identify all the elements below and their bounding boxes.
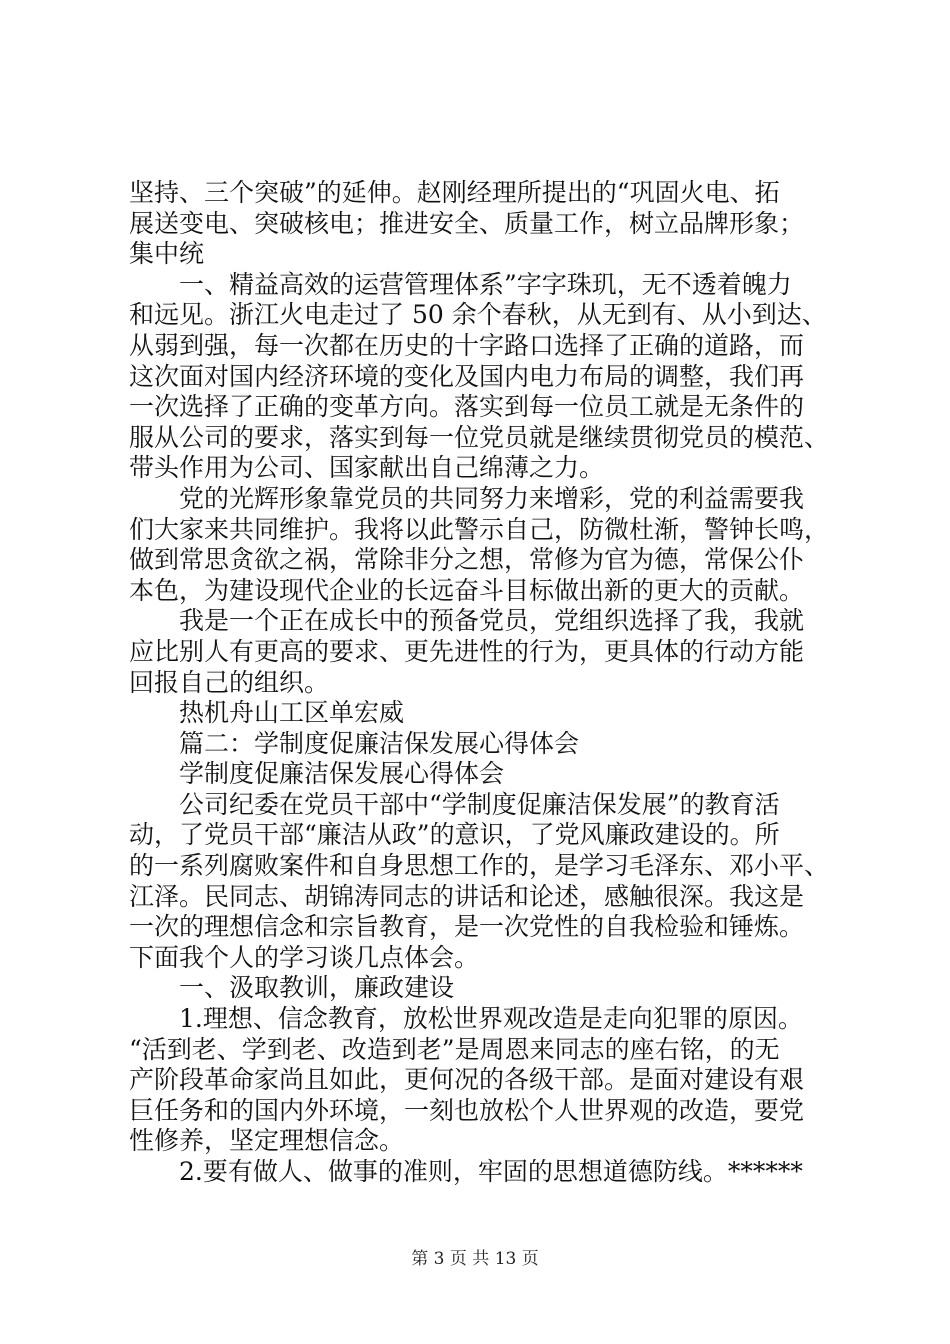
text-line: 一、精益高效的运营管理体系”字字珠玑，无不透着魄力 xyxy=(179,269,792,299)
text-line: 公司纪委在党员干部中“学制度促廉洁保发展”的教育活 xyxy=(179,789,780,819)
text-line: 江泽。民同志、胡锦涛同志的讲话和论述，感触很深。我这是 xyxy=(129,881,805,911)
text-line: 集中统 xyxy=(129,239,205,269)
text-line: 应比别人有更高的要求、更先进性的行为，更具体的行动方能 xyxy=(129,636,805,666)
text-line: 性修养，坚定理想信念。 xyxy=(129,1126,405,1156)
text-line: 做到常思贪欲之祸，常除非分之想，常修为官为德，常保公仆 xyxy=(129,545,805,575)
text-line: 2.要有做人、做事的准则，牢固的思想道德防线。****** xyxy=(179,1157,803,1186)
text-line: 篇二：学制度促廉洁保发展心得体会 xyxy=(179,728,580,758)
text-line: 和远见。浙江火电走过了 50 余个春秋，从无到有、从小到达、 xyxy=(129,300,827,330)
text-line: 的一系列腐败案件和自身思想工作的，是学习毛泽东、邓小平、 xyxy=(129,851,830,881)
text-line: 们大家来共同维护。我将以此警示自己，防微杜渐，警钟长鸣， xyxy=(129,514,830,544)
text-line: 一、汲取教训，廉政建设 xyxy=(179,973,455,1003)
text-line: 服从公司的要求，落实到每一位党员就是继续贯彻党员的模范、 xyxy=(129,422,830,452)
text-line: 动，了党员干部“廉洁从政”的意识，了党风廉政建设的。所 xyxy=(129,820,780,850)
text-line: 回报自己的组织。 xyxy=(129,667,330,697)
text-line: 一次的理想信念和宗旨教育，是一次党性的自我检验和锤炼。 xyxy=(129,912,805,942)
text-line: 巨任务和的国内外环境，一刻也放松个人世界观的改造，要党 xyxy=(129,1095,805,1125)
text-line: 热机舟山工区单宏威 xyxy=(179,698,405,728)
text-line: 本色，为建设现代企业的长远奋斗目标做出新的更大的贡献。 xyxy=(129,575,805,605)
document-body xyxy=(129,178,835,1188)
text-line: 1.理想、信念教育，放松世界观改造是走向犯罪的原因。 xyxy=(179,1004,803,1034)
text-line: 带头作用为公司、国家献出自己绵薄之力。 xyxy=(129,453,605,483)
text-line: 从弱到强，每一次都在历史的十字路口选择了正确的道路，而 xyxy=(129,330,805,360)
text-line: 我是一个正在成长中的预备党员，党组织选择了我，我就 xyxy=(179,606,805,636)
text-line: 坚持、三个突破”的延伸。赵刚经理所提出的“巩固火电、拓 xyxy=(129,178,780,207)
text-line: 这次面对国内经济环境的变化及国内电力布局的调整，我们再 xyxy=(129,361,805,391)
text-line: 产阶段革命家尚且如此，更何况的各级干部。是面对建设有艰 xyxy=(129,1065,805,1095)
text-line: 下面我个人的学习谈几点体会。 xyxy=(129,942,480,972)
text-line: 展送变电、突破核电；推进安全、质量工作，树立品牌形象； xyxy=(129,208,805,238)
text-line: “活到老、学到老、改造到老”是周恩来同志的座右铭，的无 xyxy=(129,1034,780,1064)
text-line: 一次选择了正确的变革方向。落实到每一位员工就是无条件的 xyxy=(129,392,805,422)
page-footer: 第 3 页 共 13 页 xyxy=(411,1249,539,1269)
text-line: 学制度促廉洁保发展心得体会 xyxy=(179,759,505,789)
text-line: 党的光辉形象靠党员的共同努力来增彩，党的利益需要我 xyxy=(179,483,805,513)
